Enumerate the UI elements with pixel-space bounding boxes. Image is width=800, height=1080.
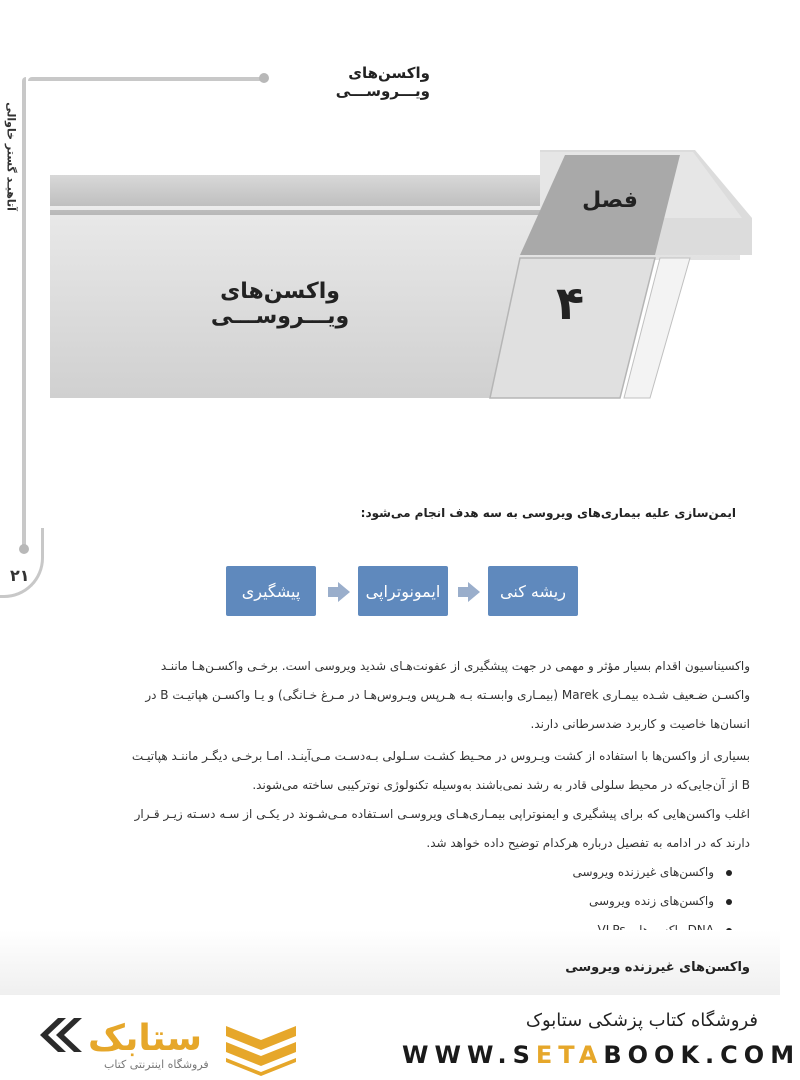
flow-box-immunotherapy: ایمونوتراپی bbox=[358, 566, 448, 616]
running-header-title: واکسن‌های ویـــروســـی bbox=[335, 64, 430, 100]
section-heading: واکسن‌های غیرزنده ویروسی bbox=[565, 960, 750, 975]
intro-sentence: ایمن‌سازی علیه بیماری‌های ویروسی به سه هدف انجام می‌شود: bbox=[360, 506, 736, 520]
bullet-dot-icon bbox=[726, 870, 732, 876]
bullet-dot-icon bbox=[726, 899, 732, 905]
logo-caption: فروشگاه اینترنتی کتاب bbox=[104, 1058, 209, 1071]
paragraph-line: دارند که در ادامه به تفصیل درباره هرکدام توضیح داده خواهد شد. bbox=[426, 836, 750, 850]
book-stack-icon bbox=[222, 1018, 300, 1076]
svg-text:ستابک: ستابک bbox=[88, 1018, 202, 1059]
paragraph-line: B از آن‌جایی‌که در محیط سلولی قادر به رشد نمی‌باشند به‌وسیله تکنولوژی نوترکیبی ساخته می‌شوند. bbox=[252, 778, 750, 792]
chapter-banner bbox=[0, 0, 780, 420]
paragraph-line: انسان‌ها خاصیت و کاربرد ضدسرطانی دارند. bbox=[530, 717, 750, 731]
paragraph-2 bbox=[48, 742, 750, 800]
list-item: واکسن‌های زنده ویروسی bbox=[572, 887, 732, 916]
chapter-title: واکسن‌های ویـــروســـی bbox=[210, 279, 350, 329]
list-item: واکسن‌های غیرزنده ویروسی bbox=[572, 858, 732, 887]
flow-arrow-1 bbox=[458, 582, 480, 602]
paragraph-line: واکسـن ضـعیف شـده بیمـاری Marek (بیمـاری وابسـته بـه هـرپس ویـروس‌هـا در مـرغ خـانگی) و یـا واکسـن هپاتیـت B در bbox=[145, 688, 750, 702]
paragraph-line: اغلب واکسن‌هایی که برای پیشگیری و ایمنوتراپی بیمـاری‌هـای ویروسـی اسـتفاده مـی‌شـوند در یکـی از سـه دسـته زیـر قـرار bbox=[134, 807, 750, 821]
store-name: فروشگاه کتاب پزشکی ستابوک bbox=[525, 1010, 758, 1031]
flow-box-eradication: ریشه کنی bbox=[488, 566, 578, 616]
side-author-text: آتاهیـد گستر خاوالی bbox=[4, 102, 18, 211]
store-url[interactable]: WWW.SETABOOK.COM bbox=[402, 1041, 800, 1069]
paragraph-line: واکسیناسیون اقدام بسیار مؤثر و مهمی در جهت پیشگیری از عفونت‌هـای شدید ویروسی است. برخـی واکسـن‌هـا ماننـد bbox=[160, 659, 750, 673]
chapter-label: فصل bbox=[582, 188, 638, 213]
setabook-logo bbox=[28, 1010, 218, 1060]
flow-arrow-2 bbox=[328, 582, 350, 602]
page-number-arc bbox=[0, 528, 44, 598]
paragraph-3 bbox=[48, 800, 750, 858]
chapter-number: ۴ bbox=[555, 276, 585, 330]
flow-box-prevention: پیشگیری bbox=[226, 566, 316, 616]
paragraph-1 bbox=[48, 652, 750, 739]
paragraph-line: بسیاری از واکسن‌ها با استفاده از کشت ویـروس در محـیط کشـت سـلولی بـه‌دسـت مـی‌آینـد. امـا برخـی دیگـر ماننـد هپاتیـت bbox=[131, 749, 750, 763]
page-number: ۲۱ bbox=[10, 566, 30, 585]
